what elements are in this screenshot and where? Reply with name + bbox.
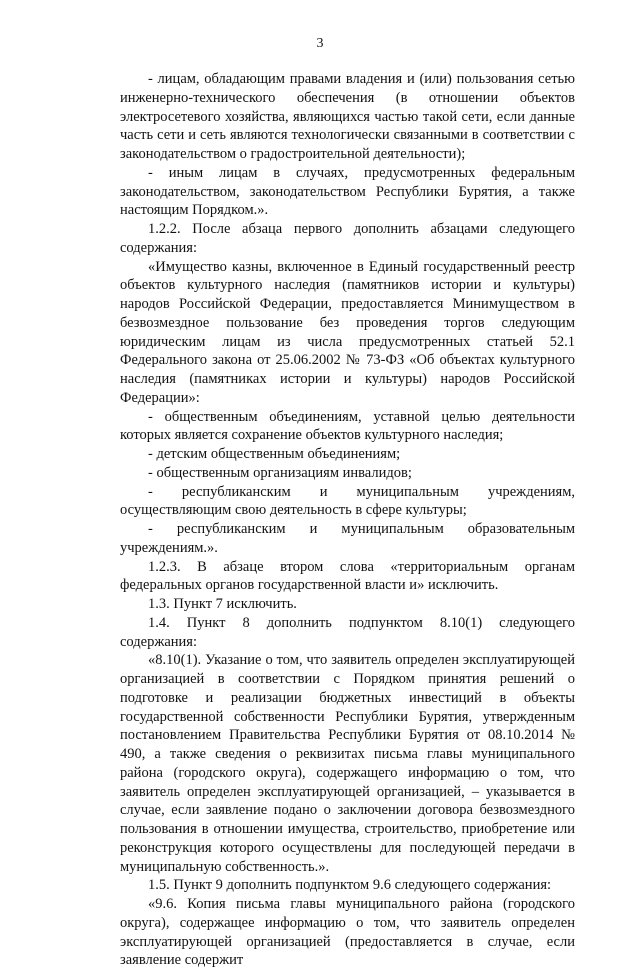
paragraph: 1.3. Пункт 7 исключить.	[148, 596, 297, 612]
paragraph: - иным лицам в случаях, предусмотренных федеральным законодательством, законодательством Республики Бурятия, а также настоящим Порядком.».	[120, 164, 575, 219]
paragraph: - общественным организациям инвалидов;	[148, 464, 412, 481]
paragraph: - детским общественным объединениям;	[148, 446, 401, 462]
paragraph: 1.4. Пункт 8 дополнить подпунктом 8.10(1) следующего содержания:	[120, 614, 575, 650]
paragraph: «9.6. Копия письма главы муниципального района (городского округа), содержащее информацию о том, что заявитель определен эксплуатирующей организацией (предоставляется в случае, если заявление содержит	[120, 896, 575, 969]
paragraph: - лицам, обладающим правами владения и (или) пользования сетью инженерно-технического обеспечения (в отношении объектов электросетевого хозяйства, являющихся частью такой сети, если данные часть сети и сеть являются технологически связанными в соответствии с законодательством о градостроительной деятельности);	[120, 71, 575, 162]
paragraph: «8.10(1). Указание о том, что заявитель определен эксплуатирующей организацией в соответствии с Порядком принятия решений о подготовке и реализации бюджетных инвестиций в объекты государственной собственности Республики Бурятия, утвержденным постановлением Правительства Республики Бурятия от 08.10.2014 № 490, а также сведения о реквизитах письма главы муниципального района (городского округа), содержащего информацию о том, что заявитель определен эксплуатирующей организацией, – указывается в случае, если заявление подано о заключении договора безвозмездного пользования в отношении имущества, строительство, приобретение или реконструкция которого осуществлены для последующей передачи в муниципальную собственность.».	[120, 652, 575, 875]
paragraph: 1.2.2. После абзаца первого дополнить абзацами следующего содержания:	[120, 221, 575, 256]
document-body	[120, 70, 575, 970]
paragraph: - республиканским и муниципальным образовательным учреждениям.».	[120, 521, 575, 556]
page-number: 3	[316, 36, 324, 51]
paragraph: - республиканским и муниципальным учреждениям, осуществляющим свою деятельность в сфере культуры;	[120, 483, 575, 519]
paragraph: - общественным объединениям, уставной целью деятельности которых является сохранение объектов культурного наследия;	[120, 408, 575, 444]
paragraph: 1.5. Пункт 9 дополнить подпунктом 9.6 следующего содержания:	[148, 877, 552, 894]
paragraph: 1.2.3. В абзаце втором слова «территориальным органам федеральных органов государственной власти и» исключить.	[120, 558, 575, 594]
paragraph: «Имущество казны, включенное в Единый государственный реестр объектов культурного наследия (памятников истории и культуры) народов Российской Федерации, предоставляется Минимуществом в безвозмездное пользование без проведения торгов следующим юридическим лицам из числа предусмотренных статьей 52.1 Федерального закона от 25.06.2002 № 73-ФЗ «Об объектах культурного наследия (памятниках истории и культуры) народов Российской Федерации»:	[120, 258, 575, 406]
